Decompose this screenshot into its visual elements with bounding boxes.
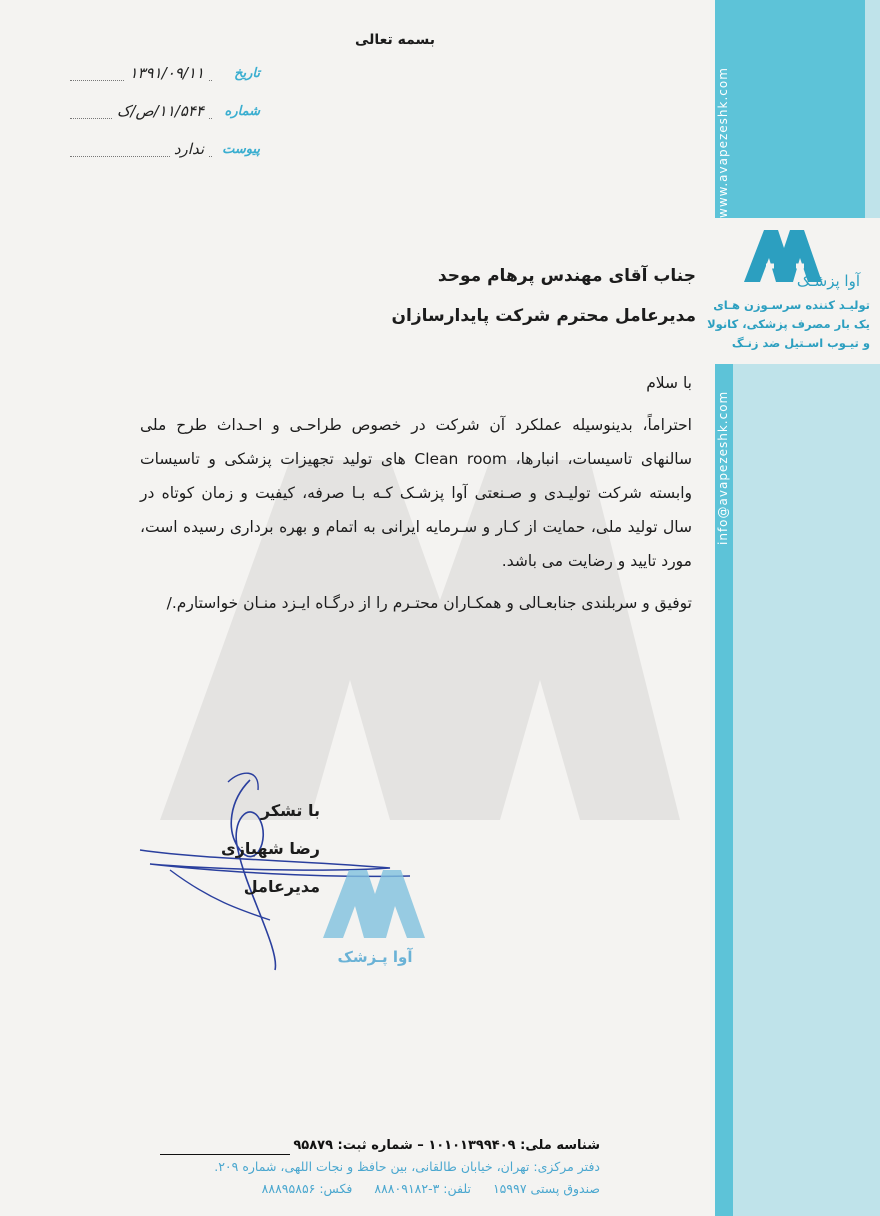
website-text: www.avapezeshk.com: [716, 67, 730, 218]
signer-name: رضا شهبازی: [221, 839, 320, 858]
date-label: تاریخ: [234, 66, 260, 81]
stamp-name: آوا پـزشک: [337, 948, 413, 966]
company-stamp-icon: [315, 862, 430, 942]
signer-title: مدیرعامل: [243, 877, 320, 896]
addressee-name: جناب آقای مهندس پرهام موحد: [437, 266, 696, 286]
number-value: ۱۱/۵۴۴/ص/ک: [113, 102, 208, 120]
registration-info: شناسه ملی: ۱۰۱۰۱۳۹۹۴۰۹ – شماره ثبت: ۹۵۸۷۹: [293, 1138, 600, 1153]
number-row: [70, 104, 260, 128]
attachment-label: پیوست: [222, 142, 260, 157]
tagline-line: و تیـوب اسـتیل ضد زنـگ: [731, 336, 870, 350]
email-text: info@avapezeshk.com: [716, 390, 730, 545]
phone-number: تلفن: ۳-۸۸۸۰۹۱۸۲: [374, 1181, 471, 1196]
number-label: شماره: [224, 104, 260, 119]
attachment-row: [70, 142, 260, 166]
company-tagline: [700, 296, 870, 353]
tagline-line: تولیـد کننده سرسـوزن هـای: [713, 298, 870, 312]
letter-footer: [120, 1136, 600, 1200]
fax-number: فکس: ۸۸۸۹۵۸۵۶: [261, 1181, 353, 1196]
po-box: صندوق پستی ۱۵۹۹۷: [492, 1181, 600, 1196]
thanks-text: با تشکر: [260, 801, 320, 820]
basmala: بسمه تعالی: [354, 32, 436, 48]
closing-paragraph: توفیق و سربلندی جنابعـالی و همکـاران محتـرم را از درگـاه ایـزد منـان خواستارم./: [166, 594, 692, 612]
office-address: دفتر مرکزی: تهران، خیابان طالقانی، بین حافظ و نجات اللهی، شماره ۲۰۹.: [214, 1159, 600, 1174]
attachment-value: ندارد: [170, 140, 208, 158]
tagline-line: یک بار مصرف پزشکی، کانولا: [707, 317, 870, 331]
contact-info: [120, 1178, 600, 1200]
addressee-block: [300, 256, 696, 336]
addressee-title: مدیرعامل محترم شرکت پایدارسازان: [391, 306, 696, 326]
signature-block: [180, 792, 320, 906]
greeting: با سلام: [646, 374, 692, 392]
side-band-top: [715, 0, 865, 218]
company-name: آوا پزشـک: [796, 272, 860, 290]
date-row: [70, 66, 260, 90]
body-paragraph: احتراماً، بدینوسیله عملکرد آن شرکت در خصوص طراحـی و احـداث طرح ملی سالنهای تاسیسات، انبارها، Clean room های تولید تجهیزات پزشکی و تاسیسات وابسته شرکت تولیـدی و صـنعتی آوا پزشـک کـه بـا صرفه، کیفیت و زمان کوتاه در سال تولید ملی، حمایت از کـار و سـرمایه ایرانی به اتمام و بهره برداری رسیده است، مورد تایید و رضایت می باشد.: [140, 416, 693, 570]
date-value: ۱۳۹۱/۰۹/۱۱: [125, 64, 208, 82]
letter-body: [140, 366, 692, 620]
